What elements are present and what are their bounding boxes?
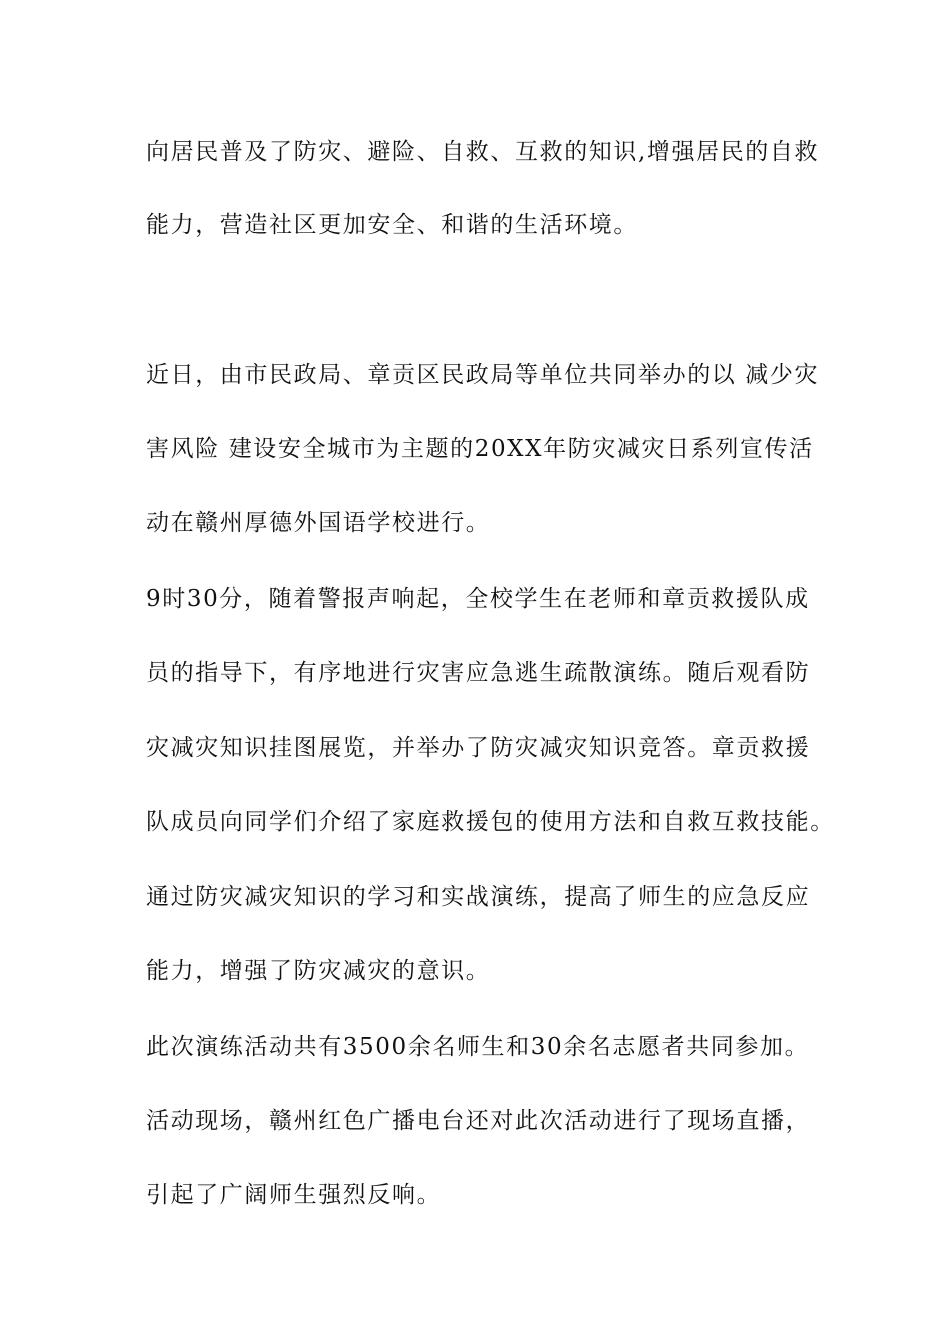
text-line-7: 员的指导下，有序地进行灾害应急逃生疏散演练。随后观看防	[146, 660, 811, 686]
text-line-4: 害风险 建设安全城市为主题的20XX年防灾减灾日系列宣传活	[146, 436, 814, 462]
text-line-2: 能力，营造社区更加安全、和谐的生活环境。	[146, 212, 638, 238]
text-line-10: 通过防灾减灾知识的学习和实战演练，提高了师生的应急反应	[146, 884, 811, 910]
text-line-1: 向居民普及了防灾、避险、自救、互救的知识,增强居民的自救	[146, 139, 820, 165]
text-line-11: 能力，增强了防灾减灾的意识。	[146, 958, 491, 984]
text-line-8: 灾减灾知识挂图展览，并举办了防灾减灾知识竞答。章贡救援	[146, 735, 811, 761]
text-line-3: 近日，由市民政局、章贡区民政局等单位共同举办的以 减少灾	[146, 362, 820, 388]
text-line-12: 此次演练活动共有3500余名师生和30余名志愿者共同参加。	[146, 1034, 810, 1060]
text-line-5: 动在赣州厚德外国语学校进行。	[146, 510, 491, 536]
text-line-13: 活动现场，赣州红色广播电台还对此次活动进行了现场直播，	[146, 1108, 811, 1134]
text-line-9: 队成员向同学们介绍了家庭救援包的使用方法和自救互救技能。	[146, 809, 835, 835]
text-line-6: 9时30分，随着警报声响起，全校学生在老师和章贡救援队成	[146, 586, 810, 612]
text-line-14: 引起了广阔师生强烈反响。	[146, 1182, 442, 1208]
